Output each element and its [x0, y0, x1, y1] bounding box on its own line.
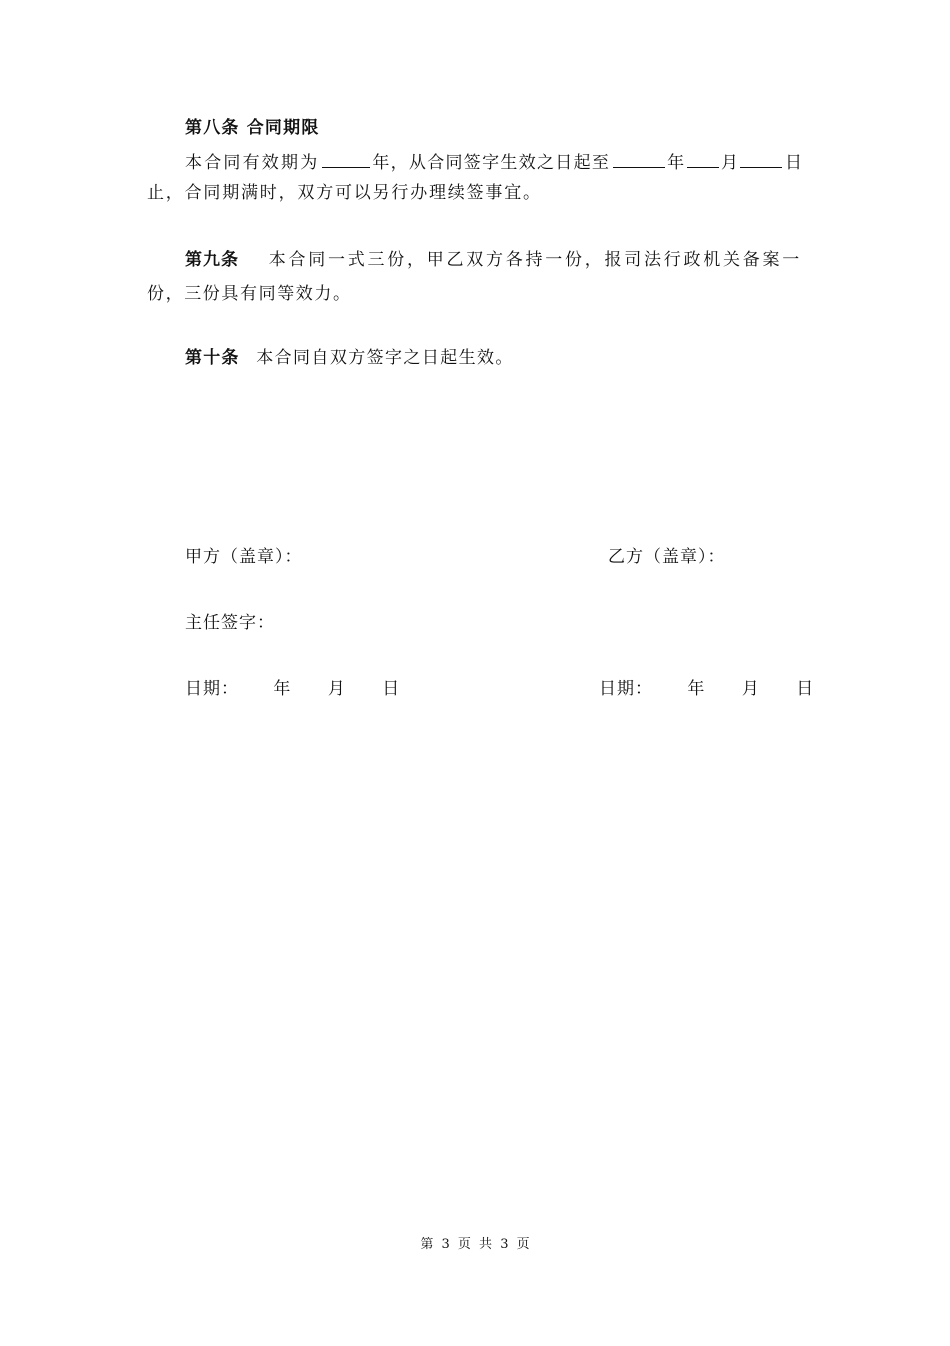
party-a-date-year: 年: [273, 679, 292, 699]
page-number-footer: 第 3 页 共 3 页: [420, 1237, 530, 1252]
party-b-date-day: 日: [796, 679, 815, 699]
party-a-date: [185, 677, 400, 701]
party-b-date-year: 年: [687, 679, 706, 699]
article-9-line-2: 份，三份具有同等效力。: [147, 284, 352, 304]
article-10-label: 第十条: [185, 348, 240, 368]
article-9-line-1: [185, 248, 802, 272]
end-day-blank: [740, 149, 782, 168]
party-a-date-day: 日: [382, 679, 401, 699]
article-8-line-2: 止，合同期满时，双方可以另行办理续签事宜。: [147, 183, 542, 203]
end-year-blank: [613, 149, 665, 168]
article-8-text-b: 年，从合同签字生效之日起至: [372, 153, 611, 173]
article-8-heading: 第八条 合同期限: [185, 118, 320, 138]
article-8-text-e: 日: [784, 153, 802, 173]
party-b-date: [599, 677, 814, 701]
article-10: [185, 346, 514, 370]
validity-years-blank: [322, 149, 370, 168]
party-b-date-label: 日期：: [599, 679, 653, 699]
party-b-seal-label: 乙方（盖章）：: [608, 547, 726, 567]
article-8-text-a: 本合同有效期为: [185, 153, 320, 173]
party-b-date-month: 月: [741, 679, 760, 699]
director-signature-label: 主任签字：: [185, 613, 275, 633]
article-9-text: 本合同一式三份，甲乙双方各持一份，报司法行政机关备案一: [268, 250, 802, 270]
article-8-text-c: 年: [667, 153, 685, 173]
end-month-blank: [687, 149, 719, 168]
party-a-date-label: 日期：: [185, 679, 239, 699]
article-8-line-1: [185, 149, 802, 175]
party-a-seal-label: 甲方（盖章）：: [185, 547, 303, 567]
article-10-text: 本合同自双方签字之日起生效。: [256, 348, 514, 368]
article-9-label: 第九条: [185, 250, 239, 270]
article-8-text-d: 月: [721, 153, 739, 173]
party-a-date-month: 月: [327, 679, 346, 699]
